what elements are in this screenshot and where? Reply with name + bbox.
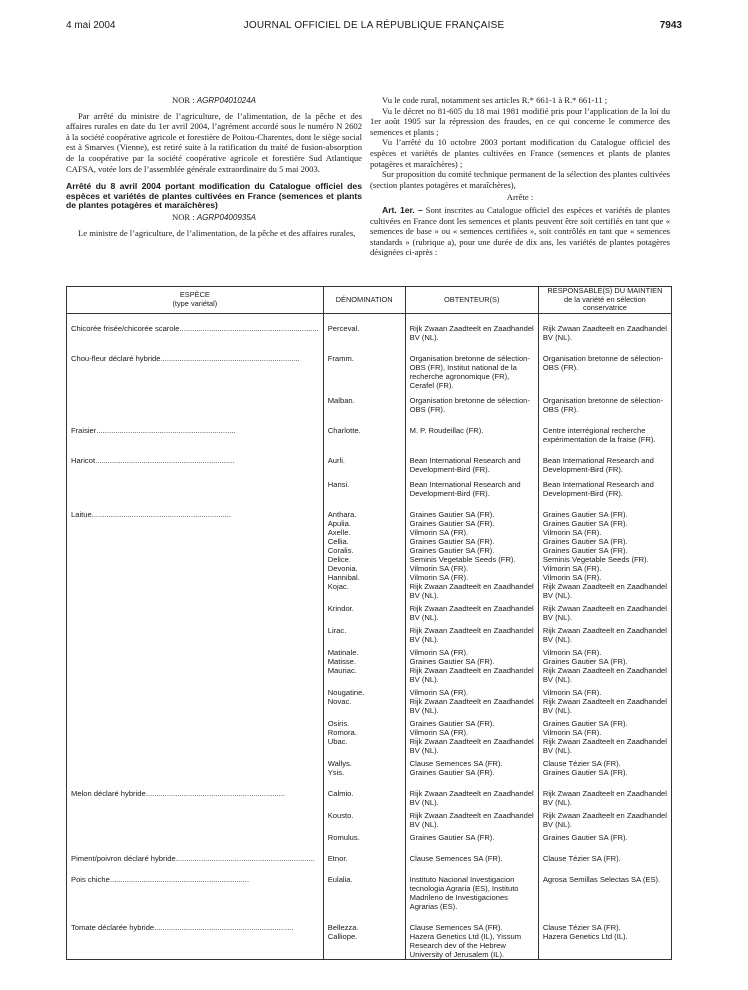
table-row — [67, 666, 672, 684]
table-row — [67, 755, 672, 768]
table-row — [67, 932, 672, 960]
denomination-cell: Framm. — [323, 342, 405, 390]
maintainer-cell: Rijk Zwaan Zaadteelt en Zaadhandel BV (NL). — [538, 777, 671, 807]
species-cell: Chicorée frisée/chicorée scarole ..... — [67, 313, 324, 342]
maintainer-cell: Vilmorin SA (FR). — [538, 728, 671, 737]
maintainer-cell: Graines Gautier SA (FR). — [538, 537, 671, 546]
species-cell — [67, 807, 324, 829]
species-cell: Melon déclaré hybride ..... — [67, 777, 324, 807]
table-row — [67, 573, 672, 582]
obtainer-cell: Seminis Vegetable Seeds (FR). — [405, 555, 538, 564]
species-cell — [67, 573, 324, 582]
table-row — [67, 842, 672, 863]
table-row — [67, 582, 672, 600]
maintainer-cell: Hazera Genetics Ltd (IL). — [538, 932, 671, 960]
table-row — [67, 444, 672, 474]
denomination-cell: Novac. — [323, 697, 405, 715]
denomination-cell: Malban. — [323, 390, 405, 414]
denomination-cell: Romulus. — [323, 829, 405, 842]
table-row — [67, 644, 672, 657]
species-cell — [67, 582, 324, 600]
maintainer-cell: Graines Gautier SA (FR). — [538, 829, 671, 842]
denomination-cell: Etnor. — [323, 842, 405, 863]
obtainer-cell: M. P. Roudeillac (FR). — [405, 414, 538, 444]
obtainer-cell: Vilmorin SA (FR). — [405, 684, 538, 697]
obtainer-cell: Graines Gautier SA (FR). — [405, 829, 538, 842]
obtainer-cell: Graines Gautier SA (FR). — [405, 519, 538, 528]
maintainer-cell: Graines Gautier SA (FR). — [538, 715, 671, 728]
table-row — [67, 555, 672, 564]
obtainer-cell: Organisation bretonne de sélection-OBS (FR). — [405, 390, 538, 414]
obtainer-cell: Clause Semences SA (FR). — [405, 755, 538, 768]
maintainer-cell: Rijk Zwaan Zaadteelt en Zaadhandel BV (NL). — [538, 582, 671, 600]
denomination-cell: Ysis. — [323, 768, 405, 777]
obtainer-cell: Rijk Zwaan Zaadteelt en Zaadhandel BV (NL). — [405, 582, 538, 600]
table-row — [67, 911, 672, 932]
maintainer-cell: Graines Gautier SA (FR). — [538, 519, 671, 528]
table-row — [67, 829, 672, 842]
table-row — [67, 622, 672, 644]
table-row — [67, 728, 672, 737]
table-row — [67, 715, 672, 728]
denomination-cell: Coralis. — [323, 546, 405, 555]
species-cell — [67, 390, 324, 414]
visa-4: Sur proposition du comité technique permanent de la sélection des plantes cultivées (section plantes potagères et maraîchères), — [370, 169, 670, 190]
obtainer-cell: Vilmorin SA (FR). — [405, 564, 538, 573]
denomination-cell: Axelle. — [323, 528, 405, 537]
table-row — [67, 498, 672, 519]
denomination-cell: Apulia. — [323, 519, 405, 528]
denomination-cell: Lirac. — [323, 622, 405, 644]
species-cell — [67, 564, 324, 573]
maintainer-cell: Vilmorin SA (FR). — [538, 573, 671, 582]
maintainer-cell: Rijk Zwaan Zaadteelt en Zaadhandel BV (NL). — [538, 313, 671, 342]
maintainer-cell: Graines Gautier SA (FR). — [538, 546, 671, 555]
left-column — [66, 95, 362, 239]
maintainer-cell: Rijk Zwaan Zaadteelt en Zaadhandel BV (NL). — [538, 697, 671, 715]
denomination-cell: Eulalia. — [323, 863, 405, 911]
page-header — [66, 20, 682, 34]
denomination-cell: Matisse. — [323, 657, 405, 666]
maintainer-cell: Vilmorin SA (FR). — [538, 644, 671, 657]
species-cell — [67, 622, 324, 644]
species-cell — [67, 697, 324, 715]
maintainer-cell: Organisation bretonne de sélection-OBS (FR). — [538, 342, 671, 390]
species-cell — [67, 528, 324, 537]
obtainer-cell: Rijk Zwaan Zaadteelt en Zaadhandel BV (NL). — [405, 666, 538, 684]
maintainer-cell: Vilmorin SA (FR). — [538, 684, 671, 697]
denomination-cell: Kousto. — [323, 807, 405, 829]
species-cell — [67, 555, 324, 564]
obtainer-cell: Rijk Zwaan Zaadteelt en Zaadhandel BV (NL). — [405, 600, 538, 622]
obtainer-cell: Rijk Zwaan Zaadteelt en Zaadhandel BV (NL). — [405, 777, 538, 807]
obtainer-cell: Rijk Zwaan Zaadteelt en Zaadhandel BV (NL). — [405, 622, 538, 644]
denomination-cell: Bellezza. — [323, 911, 405, 932]
obtainer-cell: Graines Gautier SA (FR). — [405, 546, 538, 555]
species-cell: Fraisier ..... — [67, 414, 324, 444]
col-header-maintainer: RESPONSABLE(S) DU MAINTIEN de la variété en sélection conservatrice — [538, 287, 671, 314]
denomination-cell: Nougatine. — [323, 684, 405, 697]
species-cell: Haricot ..... — [67, 444, 324, 474]
species-cell: Piment/poivron déclaré hybride ..... — [67, 842, 324, 863]
nor-reference-1: NOR : AGRP0401024A — [172, 95, 256, 105]
species-cell: Chou-fleur déclaré hybride ..... — [67, 342, 324, 390]
maintainer-cell: Rijk Zwaan Zaadteelt en Zaadhandel BV (NL). — [538, 622, 671, 644]
obtainer-cell: Clause Semences SA (FR). — [405, 911, 538, 932]
page-number: 7943 — [659, 20, 682, 31]
species-cell — [67, 666, 324, 684]
maintainer-cell: Seminis Vegetable Seeds (FR). — [538, 555, 671, 564]
table-header-row — [67, 287, 672, 314]
species-cell — [67, 728, 324, 737]
species-cell — [67, 829, 324, 842]
denomination-cell: Perceval. — [323, 313, 405, 342]
species-cell: Pois chiche ..... — [67, 863, 324, 911]
visa-2: Vu le décret no 81-605 du 18 mai 1981 modifié pris pour l’application de la loi du 1er août 1905 sur la répression des fraudes, en ce qui concerne le commerce des semences et plants ; — [370, 105, 670, 137]
maintainer-cell: Bean International Research and Development-Bird (FR). — [538, 444, 671, 474]
denomination-cell: Hannibal. — [323, 573, 405, 582]
table-row — [67, 313, 672, 342]
obtainer-cell: Graines Gautier SA (FR). — [405, 715, 538, 728]
denomination-cell: Calliope. — [323, 932, 405, 960]
table-row — [67, 807, 672, 829]
obtainer-cell: Vilmorin SA (FR). — [405, 528, 538, 537]
obtainer-cell: Graines Gautier SA (FR). — [405, 768, 538, 777]
denomination-cell: Delice. — [323, 555, 405, 564]
species-cell — [67, 657, 324, 666]
obtainer-cell: Clause Semences SA (FR). — [405, 842, 538, 863]
obtainer-cell: Hazera Genetics Ltd (IL), Yissum Research dev of the Hebrew University of Jerusalem (IL). — [405, 932, 538, 960]
species-cell — [67, 932, 324, 960]
maintainer-cell: Rijk Zwaan Zaadteelt en Zaadhandel BV (NL). — [538, 737, 671, 755]
article-label: Art. 1er. – — [382, 204, 423, 215]
obtainer-cell: Rijk Zwaan Zaadteelt en Zaadhandel BV (NL). — [405, 697, 538, 715]
obtainer-cell: Rijk Zwaan Zaadteelt en Zaadhandel BV (NL). — [405, 737, 538, 755]
denomination-cell: Devonia. — [323, 564, 405, 573]
maintainer-cell: Graines Gautier SA (FR). — [538, 657, 671, 666]
nor-reference-2: NOR : AGRP0400935A — [172, 212, 256, 223]
species-cell — [67, 737, 324, 755]
table-row — [67, 768, 672, 777]
table-row — [67, 519, 672, 528]
maintainer-cell: Organisation bretonne de sélection-OBS (FR). — [538, 390, 671, 414]
table-row — [67, 777, 672, 807]
col-header-obtainer: OBTENTEUR(S) — [405, 287, 538, 314]
denomination-cell: Cellia. — [323, 537, 405, 546]
denomination-cell: Romora. — [323, 728, 405, 737]
table-row — [67, 863, 672, 911]
obtainer-cell: Graines Gautier SA (FR). — [405, 498, 538, 519]
maintainer-cell: Agrosa Semillas Selectas SA (ES). — [538, 863, 671, 911]
header-date: 4 mai 2004 — [66, 20, 116, 31]
species-cell — [67, 546, 324, 555]
maintainer-cell: Rijk Zwaan Zaadteelt en Zaadhandel BV (NL). — [538, 666, 671, 684]
denomination-cell: Matinale. — [323, 644, 405, 657]
obtainer-cell: Graines Gautier SA (FR). — [405, 537, 538, 546]
species-cell — [67, 715, 324, 728]
table-row — [67, 528, 672, 537]
obtainer-cell: Graines Gautier SA (FR). — [405, 657, 538, 666]
article-text: Sont inscrites au Catalogue officiel des espèces et variétés de plantes cultivées en France dont les semences et plants peuvent être soit certifiés en tant que « semences de base » ou « semences certifiées », soit contrôlés en tant que « semences standards » (rubrique a), pour une durée de dix ans, les variétés de plantes potagères désignées ci-après : — [370, 204, 671, 258]
varieties-table — [66, 286, 672, 960]
obtainer-cell: Vilmorin SA (FR). — [405, 728, 538, 737]
obtainer-cell: Rijk Zwaan Zaadteelt en Zaadhandel BV (NL). — [405, 807, 538, 829]
col-header-species: ESPÈCE (type variétal) — [67, 287, 324, 314]
article-1 — [370, 205, 670, 258]
maintainer-cell: Clause Tézier SA (FR). — [538, 911, 671, 932]
obtainer-cell: Bean International Research and Development-Bird (FR). — [405, 474, 538, 498]
obtainer-cell: Bean International Research and Development-Bird (FR). — [405, 444, 538, 474]
denomination-cell: Calmio. — [323, 777, 405, 807]
species-cell — [67, 644, 324, 657]
species-cell — [67, 755, 324, 768]
maintainer-cell: Clause Tézier SA (FR). — [538, 755, 671, 768]
arrete-heading: Arrête : — [506, 192, 534, 203]
obtainer-cell: Rijk Zwaan Zaadteelt en Zaadhandel BV (NL). — [405, 313, 538, 342]
maintainer-cell: Graines Gautier SA (FR). — [538, 768, 671, 777]
table-row — [67, 342, 672, 390]
obtainer-cell: Vilmorin SA (FR). — [405, 573, 538, 582]
table-row — [67, 657, 672, 666]
denomination-cell: Anthara. — [323, 498, 405, 519]
species-cell — [67, 684, 324, 697]
table-row — [67, 546, 672, 555]
col-header-denomination: DÉNOMINATION — [323, 287, 405, 314]
journal-title: JOURNAL OFFICIEL DE LA RÉPUBLIQUE FRANÇAISE — [243, 20, 505, 31]
minister-paragraph: Le ministre de l’agriculture, de l’alimentation, de la pêche et des affaires rurales, — [78, 227, 356, 238]
arrete-title: Arrêté du 8 avril 2004 portant modification du Catalogue officiel des espèces et variétés de plantes cultivées en France (semences et plants de plantes potagères et maraîchères) — [66, 181, 362, 210]
table-row — [67, 564, 672, 573]
species-cell: Laitue ..... — [67, 498, 324, 519]
maintainer-cell: Vilmorin SA (FR). — [538, 564, 671, 573]
table-row — [67, 474, 672, 498]
denomination-cell: Aurli. — [323, 444, 405, 474]
maintainer-cell: Vilmorin SA (FR). — [538, 528, 671, 537]
obtainer-cell: Vilmorin SA (FR). — [405, 644, 538, 657]
denomination-cell: Charlotte. — [323, 414, 405, 444]
table-row — [67, 414, 672, 444]
table-row — [67, 537, 672, 546]
species-cell: Tomate déclarée hybride ..... — [67, 911, 324, 932]
obtainer-cell: Instituto Nacional Investigacion tecnologia Agraria (ES), Instituto Madrileno de Investigaciones Agrarias (ES). — [405, 863, 538, 911]
table-row — [67, 600, 672, 622]
maintainer-cell: Centre interrégional recherche expérimentation de la fraise (FR). — [538, 414, 671, 444]
maintainer-cell: Bean International Research and Development-Bird (FR). — [538, 474, 671, 498]
visa-3: Vu l’arrêté du 10 octobre 2003 portant modification du Catalogue officiel des espèces et variétés de plantes cultivées en France (semences et plants de plantes potagères et maraîchères) ; — [370, 137, 670, 169]
species-cell — [67, 768, 324, 777]
denomination-cell: Ubac. — [323, 737, 405, 755]
denomination-cell: Mauriac. — [323, 666, 405, 684]
table-row — [67, 684, 672, 697]
withdrawal-paragraph: Par arrêté du ministre de l’agriculture, de l’alimentation, de la pêche et des affaires rurales en date du 1er avril 2004, l’agrément accordé sous le numéro N 2602 à la société coopérative agricole et forestière de Poitou-Charentes, dont le siège social est à Smarves (Vienne), est retiré suite à la ratification du traité de fusion-absorption de la coopérative par la société coopérative agricole et forestière Sud Atlantique CAFSA, votée lors de l’assemblée générale extraordinaire du 5 mai 2003. — [66, 110, 362, 174]
denomination-cell: Krindor. — [323, 600, 405, 622]
species-cell — [67, 519, 324, 528]
denomination-cell: Hansi. — [323, 474, 405, 498]
species-cell — [67, 600, 324, 622]
maintainer-cell: Rijk Zwaan Zaadteelt en Zaadhandel BV (NL). — [538, 807, 671, 829]
maintainer-cell: Rijk Zwaan Zaadteelt en Zaadhandel BV (NL). — [538, 600, 671, 622]
obtainer-cell: Organisation bretonne de sélection-OBS (FR), Institut national de la recherche agronomique (FR), Cerafel (FR). — [405, 342, 538, 390]
species-cell — [67, 537, 324, 546]
denomination-cell: Osiris. — [323, 715, 405, 728]
visa-1: Vu le code rural, notamment ses articles R.* 661-1 à R.* 661-11 ; — [382, 95, 608, 105]
table-row — [67, 697, 672, 715]
table-row — [67, 737, 672, 755]
species-cell — [67, 474, 324, 498]
maintainer-cell: Clause Tézier SA (FR). — [538, 842, 671, 863]
denomination-cell: Wallys. — [323, 755, 405, 768]
maintainer-cell: Graines Gautier SA (FR). — [538, 498, 671, 519]
right-column — [370, 95, 670, 258]
table-row — [67, 390, 672, 414]
denomination-cell: Kojac. — [323, 582, 405, 600]
